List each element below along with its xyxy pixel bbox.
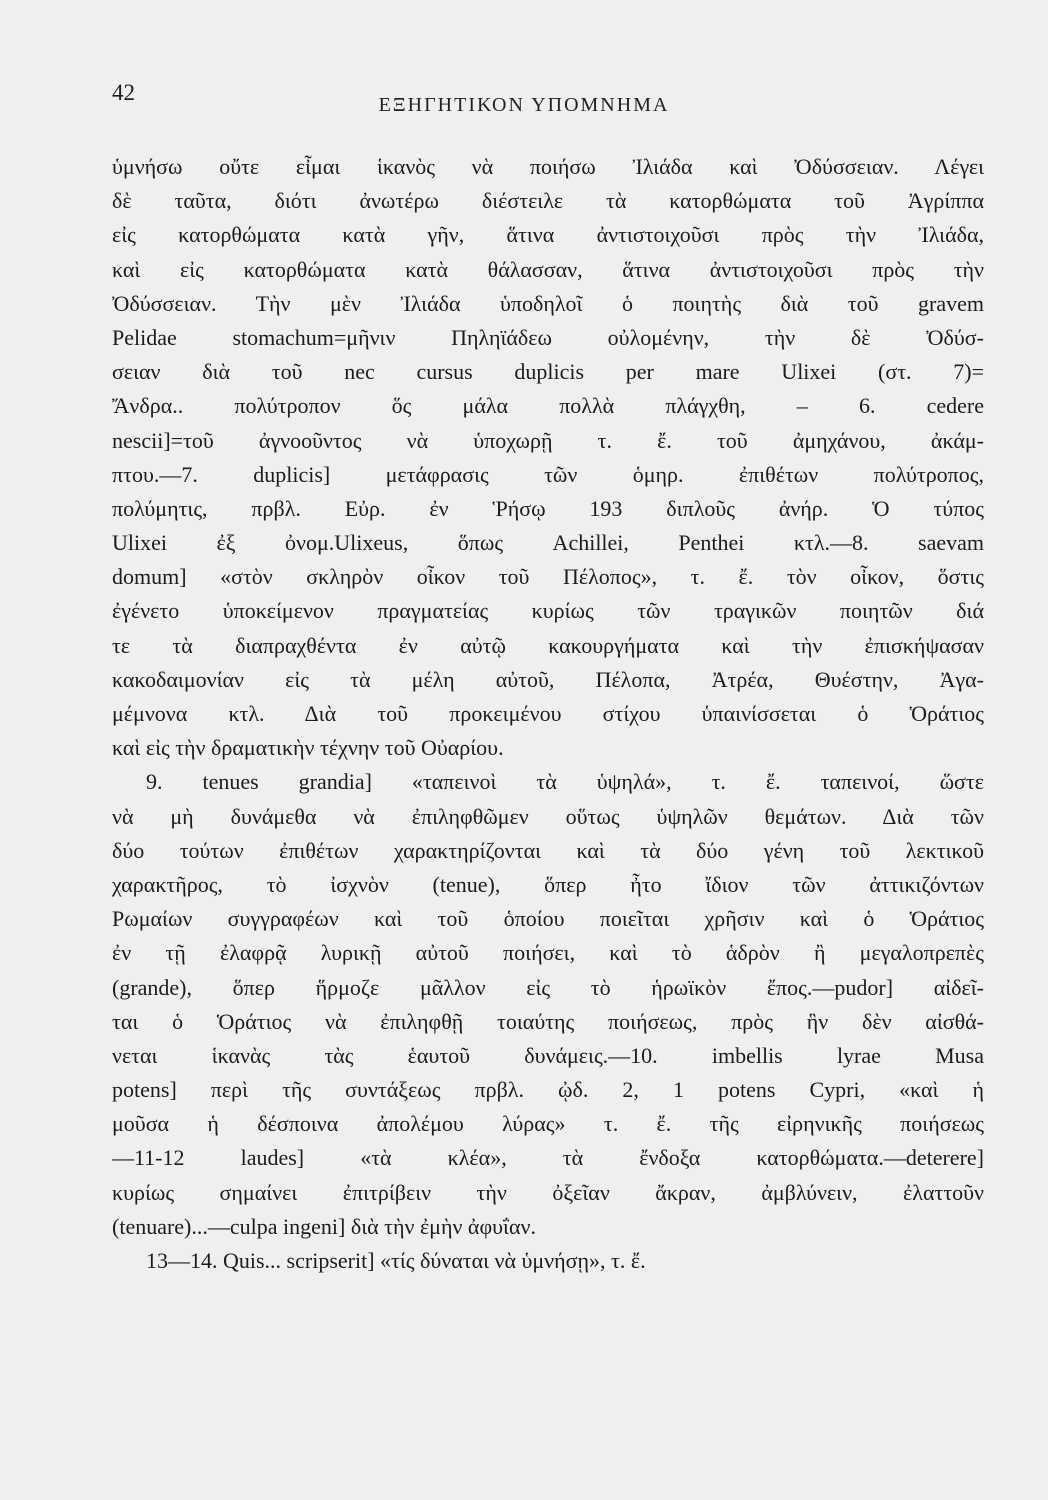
- text-line: Ulixei ἐξ ὀνομ.Ulixeus, ὅπως Achillei, Penthei κτλ.—8. saevam: [112, 530, 984, 556]
- text-line: πτου.—7. duplicis] μετάφρασις τῶν ὁμηρ. ἐπιθέτων πολύτροπος,: [112, 461, 984, 487]
- text-line: σειαν διὰ τοῦ nec cursus duplicis per mare Ulixei (στ. 7)=: [112, 359, 984, 385]
- text-line: μοῦσα ἡ δέσποινα ἀπολέμου λύρας» τ. ἔ. τῆς εἰρηνικῆς ποιήσεως: [112, 1111, 984, 1137]
- text-line: ται ὁ Ὁράτιος νὰ ἐπιληφθῇ τοιαύτης ποιήσεως, πρὸς ἣν δὲν αἰσθά-: [112, 1008, 984, 1034]
- text-line: νὰ μὴ δυνάμεθα νὰ ἐπιληφθῶμεν οὕτως ὑψηλῶν θεμάτων. Διὰ τῶν: [112, 803, 984, 829]
- text-line: Ρωμαίων συγγραφέων καὶ τοῦ ὁποίου ποιεῖται χρῆσιν καὶ ὁ Ὁράτιος: [112, 906, 984, 932]
- text-line: ἐγένετο ὑποκείμενον πραγματείας κυρίως τῶν τραγικῶν ποιητῶν διά: [112, 598, 984, 624]
- text-line: (grande), ὅπερ ἥρμοζε μᾶλλον εἰς τὸ ἡρωϊκὸν ἔπος.—pudor] αἰδεῖ-: [112, 974, 984, 1000]
- text-line: χαρακτῆρος, τὸ ἰσχνὸν (tenue), ὅπερ ἦτο ἴδιον τῶν ἀττικιζόντων: [112, 871, 984, 897]
- text-line: καὶ εἰς κατορθώματα κατὰ θάλασσαν, ἅτινα ἀντιστοιχοῦσι πρὸς τὴν: [112, 256, 984, 282]
- text-line: potens] περὶ τῆς συντάξεως πρβλ. ᾠδ. 2, 1 potens Cypri, «καὶ ἡ: [112, 1077, 984, 1103]
- text-line: —11-12 laudes] «τὰ κλέα», τὰ ἔνδοξα κατορθώματα.—deterere]: [112, 1145, 984, 1171]
- page-number: 42: [112, 80, 135, 105]
- text-line: δύο τούτων ἐπιθέτων χαρακτηρίζονται καὶ τὰ δύο γένη τοῦ λεκτικοῦ: [112, 837, 984, 863]
- text-line: κυρίως σημαίνει ἐπιτρίβειν τὴν ὀξεῖαν ἄκραν, ἀμβλύνειν, ἐλαττοῦν: [112, 1179, 984, 1205]
- text-line: δὲ ταῦτα, διότι ἀνωτέρω διέστειλε τὰ κατορθώματα τοῦ Ἀγρίππα: [112, 188, 984, 214]
- text-line: (tenuare)...—culpa ingeni] διὰ τὴν ἐμὴν ἀφυΐαν.: [112, 1213, 536, 1239]
- text-line: μέμνονα κτλ. Διὰ τοῦ προκειμένου στίχου ὑπαινίσσεται ὁ Ὁράτιος: [112, 701, 984, 726]
- text-line: νεται ἱκανὰς τὰς ἑαυτοῦ δυνάμεις.—10. imbellis lyrae Musa: [112, 1042, 984, 1068]
- text-line: καὶ εἰς τὴν δραματικὴν τέχνην τοῦ Οὐαρίου.: [112, 735, 504, 761]
- text-line: ἐν τῇ ἐλαφρᾷ λυρικῇ αὐτοῦ ποιήσει, καὶ τὸ ἁδρὸν ἢ μεγαλοπρεπὲς: [112, 940, 984, 966]
- text-line: Ὀδύσσειαν. Τὴν μὲν Ἰλιάδα ὑποδηλοῖ ὁ ποιητὴς διὰ τοῦ gravem: [112, 290, 984, 316]
- text-line: εἰς κατορθώματα κατὰ γῆν, ἅτινα ἀντιστοιχοῦσι πρὸς τὴν Ἰλιάδα,: [112, 222, 984, 248]
- text-line: nescii]=τοῦ ἀγνοοῦντος νὰ ὑποχωρῇ τ. ἔ. τοῦ ἀμηχάνου, ἀκάμ-: [112, 427, 984, 453]
- text-line: κακοδαιμονίαν εἰς τὰ μέλη αὐτοῦ, Πέλοπα, Ἀτρέα, Θυέστην, Ἀγα-: [112, 666, 984, 692]
- text-line: 9. tenues grandia] «ταπεινοὶ τὰ ὑψηλά», τ. ἔ. ταπεινοί, ὥστε: [146, 769, 984, 795]
- text-line: τε τὰ διαπραχθέντα ἐν αὐτῷ κακουργήματα καὶ τὴν ἐπισκήψασαν: [112, 632, 984, 658]
- text-line: ὑμνήσω οὔτε εἶμαι ἱκανὸς νὰ ποιήσω Ἰλιάδα καὶ Ὀδύσσειαν. Λέγει: [112, 154, 984, 179]
- running-head: ΕΞΗΓΗΤΙΚΟΝ ΥΠΟΜΝΗΜΑ: [378, 94, 670, 116]
- text-line: 13—14. Quis... scripserit] «τίς δύναται νὰ ὑμνήσῃ», τ. ἔ.: [146, 1248, 646, 1273]
- text-line: Ἄνδρα.. πολύτροπον ὅς μάλα πολλὰ πλάγχθη, – 6. cedere: [112, 393, 984, 419]
- text-line: Pelidae stomachum=μῆνιν Πηληϊάδεω οὐλομένην, τὴν δὲ Ὀδύσ-: [112, 324, 984, 350]
- text-line: πολύμητις, πρβλ. Εὐρ. ἐν Ῥήσῳ 193 διπλοῦς ἀνήρ. Ὁ τύπος: [112, 495, 984, 521]
- commentary-text: [112, 150, 984, 1278]
- text-line: domum] «στὸν σκληρὸν οἶκον τοῦ Πέλοπος», τ. ἔ. τὸν οἶκον, ὅστις: [112, 564, 984, 590]
